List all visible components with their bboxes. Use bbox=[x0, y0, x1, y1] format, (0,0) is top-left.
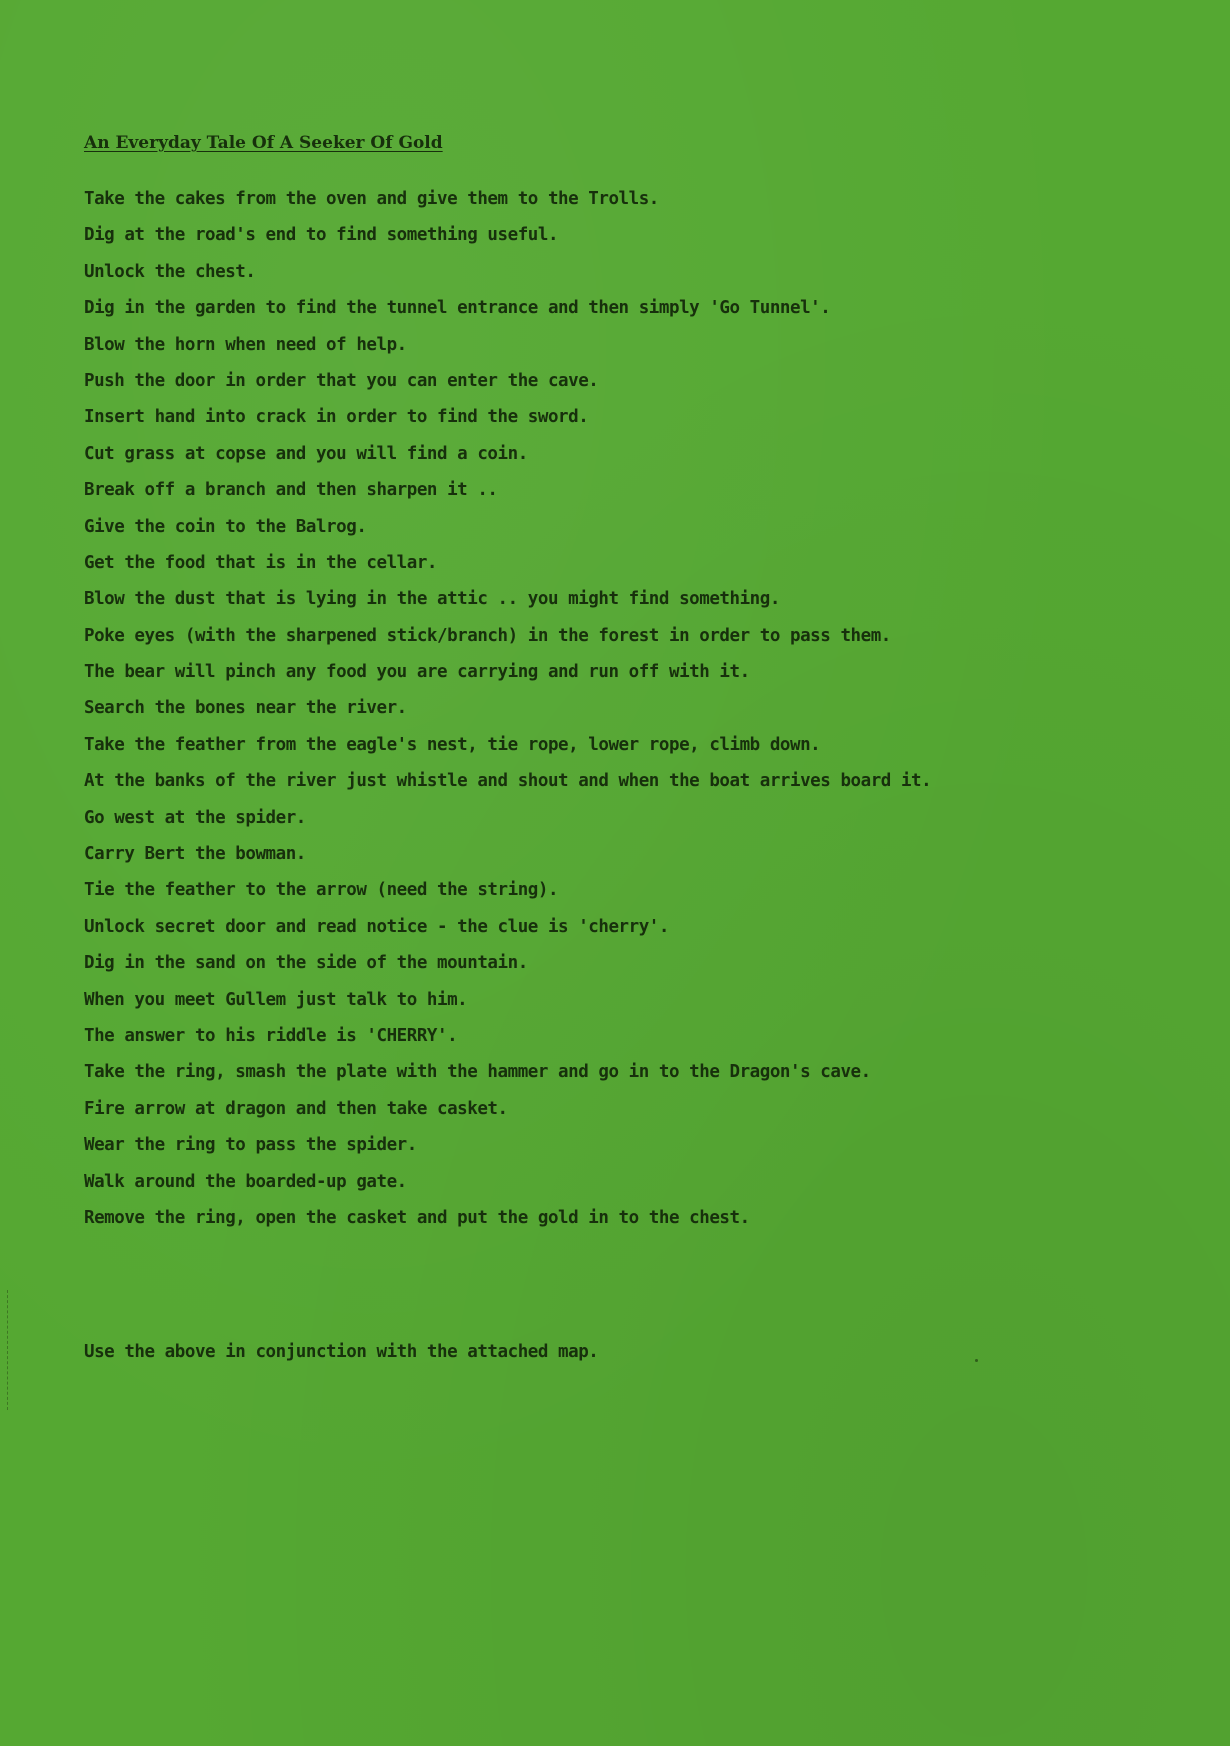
instruction-line: Cut grass at copse and you will find a coin. bbox=[84, 443, 528, 464]
instruction-line: Poke eyes (with the sharpened stick/branch) in the forest in order to pass them. bbox=[84, 625, 891, 646]
instruction-line: Tie the feather to the arrow (need the string). bbox=[84, 880, 559, 901]
instruction-line: The bear will pinch any food you are carrying and run off with it. bbox=[84, 662, 750, 683]
document-title: An Everyday Tale Of A Seeker Of Gold bbox=[84, 133, 443, 153]
paper-speck bbox=[975, 1359, 978, 1362]
instruction-line: Blow the dust that is lying in the attic .. you might find something. bbox=[84, 589, 780, 610]
instruction-line: Take the cakes from the oven and give them to the Trolls. bbox=[84, 189, 659, 209]
instruction-line: Fire arrow at dragon and then take casket. bbox=[84, 1098, 508, 1119]
instruction-line: Carry Bert the bowman. bbox=[84, 844, 306, 865]
instruction-line: Break off a branch and then sharpen it .. bbox=[84, 480, 498, 501]
paper-edge-mark bbox=[7, 1290, 9, 1410]
instruction-line: Dig in the sand on the side of the mountain. bbox=[84, 953, 528, 974]
footer-note: Use the above in conjunction with the attached map. bbox=[84, 1342, 599, 1362]
instruction-line: Wear the ring to pass the spider. bbox=[84, 1135, 417, 1156]
instruction-line: Insert hand into crack in order to find the sword. bbox=[84, 407, 589, 428]
instruction-line: Walk around the boarded-up gate. bbox=[84, 1171, 407, 1192]
instruction-line: Unlock secret door and read notice - the clue is 'cherry'. bbox=[84, 916, 669, 937]
instruction-line: Get the food that is in the cellar. bbox=[84, 552, 438, 573]
instruction-list bbox=[84, 189, 931, 1244]
instruction-line: Go west at the spider. bbox=[84, 807, 306, 828]
instruction-line: Push the door in order that you can enter the cave. bbox=[84, 370, 599, 391]
instruction-line: When you meet Gullem just talk to him. bbox=[84, 989, 468, 1010]
instruction-line: Take the ring, smash the plate with the hammer and go in to the Dragon's cave. bbox=[84, 1062, 871, 1083]
instruction-line: Unlock the chest. bbox=[84, 261, 256, 282]
instruction-line: Dig in the garden to find the tunnel entrance and then simply 'Go Tunnel'. bbox=[84, 298, 831, 319]
instruction-line: Give the coin to the Balrog. bbox=[84, 516, 367, 537]
instruction-line: At the banks of the river just whistle and shout and when the boat arrives board it. bbox=[84, 771, 932, 792]
instruction-line: Remove the ring, open the casket and put the gold in to the chest. bbox=[84, 1207, 750, 1228]
instruction-line: Dig at the road's end to find something useful. bbox=[84, 225, 559, 246]
instruction-line: Search the bones near the river. bbox=[84, 698, 407, 719]
instruction-line: The answer to his riddle is 'CHERRY'. bbox=[84, 1025, 458, 1046]
instruction-line: Blow the horn when need of help. bbox=[84, 334, 407, 355]
instruction-line: Take the feather from the eagle's nest, tie rope, lower rope, climb down. bbox=[84, 734, 821, 755]
